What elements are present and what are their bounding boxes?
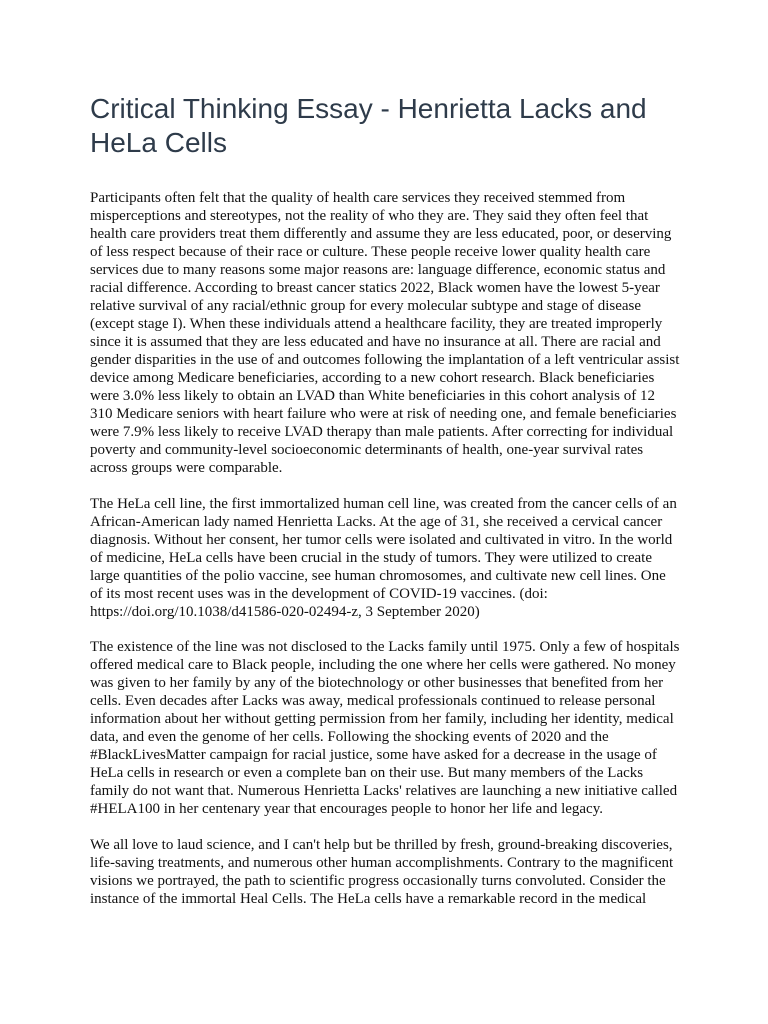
paragraph: Participants often felt that the quality of health care services they received stemmed from misperceptions and stereotypes, not the reality of who they are. They said they often feel that health care providers treat them differently and assume they are less educated, poor, or deserving of less respect because of their race or culture. These people receive lower quality health care services due to many reasons some major reasons are: language difference, economic status and racial difference. According to breast cancer statics 2022, Black women have the lowest 5-year relative survival of any racial/ethnic group for every molecular subtype and stage of disease (except stage I). When these individuals attend a healthcare facility, they are treated improperly since it is assumed that they are less educated and have no insurance at all. There are racial and gender disparities in the use of and outcomes following the implantation of a left ventricular assist device among Medicare beneficiaries, according to a new cohort research. Black beneficiaries were 3.0% less likely to obtain an LVAD than White beneficiaries in this cohort analysis of 12 310 Medicare seniors with heart failure who were at risk of needing one, and female beneficiaries were 7.9% less likely to receive LVAD therapy than male patients. After correcting for individual poverty and community-level socioeconomic determinants of health, one-year survival rates across groups were comparable.: [90, 190, 680, 476]
document-body: [90, 189, 680, 925]
paragraph: We all love to laud science, and I can't help but be thrilled by fresh, ground-breaking discoveries, life-saving treatments, and numerous other human accomplishments. Contrary to the magnificent visions we portrayed, the path to scientific progress occasionally turns convoluted. Consider the instance of the immortal Heal Cells. The HeLa cells have a remarkable record in the medical: [90, 836, 674, 907]
paragraph: The existence of the line was not disclosed to the Lacks family until 1975. Only a few of hospitals offered medical care to Black people, including the one where her cells were gathered. No money was given to her family by any of the biotechnology or other businesses that benefited from her cells. Even decades after Lacks was away, medical professionals continued to release personal information about her without getting permission from her family, including her identity, medical data, and even the genome of her cells. Following the shocking events of 2020 and the #BlackLivesMatter campaign for racial justice, some have asked for a decrease in the usage of HeLa cells in research or even a complete ban on their use. But many members of the Lacks family do not want that. Numerous Henrietta Lacks' relatives are launching a new initiative called #HELA100 in her centenary year that encourages people to honor her life and legacy.: [90, 639, 680, 817]
document-title: Critical Thinking Essay - Henrietta Lacks and HeLa Cells: [90, 93, 647, 158]
paragraph: The HeLa cell line, the first immortalized human cell line, was created from the cancer cells of an African-American lady named Henrietta Lacks. At the age of 31, she received a cervical cancer diagnosis. Without her consent, her tumor cells were isolated and cultivated in vitro. In the world of medicine, HeLa cells have been crucial in the study of tumors. They were utilized to create large quantities of the polio vaccine, see human chromosomes, and cultivate new cell lines. One of its most recent uses was in the development of COVID-19 vaccines. (doi: https://doi.org/10.1038/d41586-020-02494-z, 3 September 2020): [90, 495, 677, 620]
